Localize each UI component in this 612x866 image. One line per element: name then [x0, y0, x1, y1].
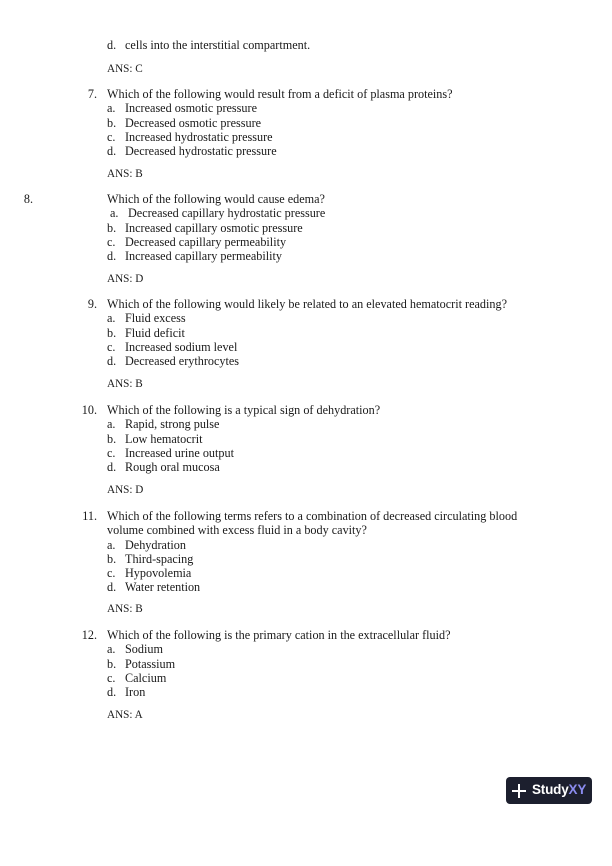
option-text: Rough oral mucosa: [125, 460, 220, 475]
option-text: cells into the interstitial compartment.: [125, 38, 311, 52]
option-d: [0, 249, 612, 263]
option-letter: c.: [107, 234, 116, 249]
answer-label: ANS: B: [107, 603, 143, 615]
option-text: Iron: [125, 685, 146, 700]
option-text: Third-spacing: [125, 551, 194, 566]
option-a: [0, 311, 612, 325]
option-a: [0, 538, 612, 552]
option-a: [0, 417, 612, 431]
option-text: Fluid excess: [125, 311, 186, 326]
prev-question-tail: [0, 38, 612, 75]
option-text: Sodium: [125, 642, 163, 657]
option-letter: a.: [107, 537, 116, 552]
option-b: [0, 657, 612, 671]
option-letter: b.: [107, 220, 117, 235]
option-c: [0, 671, 612, 685]
option-letter: b.: [107, 325, 117, 340]
option-letter: c.: [107, 445, 116, 460]
option-d: [0, 38, 612, 52]
option-a: [0, 206, 612, 220]
option-letter: c.: [107, 339, 116, 354]
option-d: [0, 685, 612, 699]
answer-label: ANS: A: [107, 709, 143, 721]
option-letter: d.: [107, 354, 117, 369]
option-text: Decreased hydrostatic pressure: [125, 144, 277, 159]
option-text: Increased capillary permeability: [125, 249, 283, 264]
option-letter: d.: [107, 460, 117, 475]
option-d: [0, 460, 612, 474]
option-letter: b.: [107, 115, 117, 130]
option-letter: a.: [107, 642, 116, 657]
option-letter: d.: [107, 685, 117, 700]
option-letter: c.: [107, 566, 116, 581]
question-text: Which of the following is the primary cation in the extracellular fluid?: [107, 628, 451, 642]
option-text: Potassium: [125, 656, 176, 671]
question-text: Which of the following would likely be related to an elevated hematocrit reading?: [107, 297, 508, 311]
option-text: Decreased capillary hydrostatic pressure: [128, 206, 326, 221]
option-b: [0, 116, 612, 130]
option-text: Calcium: [125, 670, 167, 685]
question-text: Which of the following would cause edema?: [107, 192, 325, 206]
option-text: Water retention: [125, 580, 201, 595]
option-a: [0, 101, 612, 115]
option-letter: d.: [107, 144, 117, 159]
option-text: Fluid deficit: [125, 325, 185, 340]
studyxy-logo[interactable]: [506, 777, 592, 804]
option-letter: c.: [107, 670, 116, 685]
option-d: [0, 580, 612, 594]
option-letter: b.: [107, 551, 117, 566]
option-text: Increased osmotic pressure: [125, 101, 257, 116]
brand-wordmark: StudyXY: [532, 782, 587, 798]
option-text: Rapid, strong pulse: [125, 417, 220, 432]
option-letter: d.: [107, 249, 117, 264]
question-number: 8.: [23, 192, 33, 206]
option-text: Increased urine output: [125, 445, 234, 460]
option-text: Low hematocrit: [125, 431, 203, 446]
option-letter: b.: [107, 431, 117, 446]
question-number: 11.: [82, 509, 97, 523]
question-number: 9.: [87, 297, 97, 311]
option-text: Decreased capillary permeability: [125, 234, 287, 249]
answer-label: ANS: D: [107, 484, 144, 496]
option-letter: d.: [107, 38, 117, 52]
option-letter: c.: [107, 129, 116, 144]
answer-label: ANS: B: [107, 378, 143, 390]
option-b: [0, 221, 612, 235]
option-text: Decreased erythrocytes: [125, 354, 240, 369]
plus-icon: [506, 777, 532, 804]
option-letter: a.: [107, 311, 116, 326]
option-text: Dehydration: [125, 537, 186, 552]
option-text: Increased capillary osmotic pressure: [125, 220, 303, 235]
option-c: [0, 446, 612, 460]
option-b: [0, 326, 612, 340]
option-letter: d.: [107, 580, 117, 595]
answer-label: ANS: D: [107, 273, 144, 285]
option-b: [0, 432, 612, 446]
question-number: 12.: [81, 628, 97, 642]
option-text: Hypovolemia: [125, 566, 192, 581]
option-a: [0, 642, 612, 656]
option-letter: a.: [110, 206, 119, 221]
option-text: Increased hydrostatic pressure: [125, 129, 273, 144]
option-text: Decreased osmotic pressure: [125, 115, 262, 130]
option-letter: a.: [107, 101, 116, 116]
question-text: Which of the following terms refers to a combination of decreased circulating blood volume combined with excess fluid in a body cavity?: [107, 509, 518, 538]
answer-label: ANS: B: [107, 168, 143, 180]
option-c: [0, 340, 612, 354]
option-d: [0, 354, 612, 368]
option-letter: a.: [107, 417, 116, 432]
option-text: Increased sodium level: [125, 339, 238, 354]
question-number: 10.: [81, 403, 97, 417]
question-text: Which of the following would result from a deficit of plasma proteins?: [107, 87, 453, 101]
option-c: [0, 235, 612, 249]
option-c: [0, 566, 612, 580]
question-number: 7.: [87, 87, 97, 101]
answer-label: ANS: C: [107, 63, 143, 75]
option-letter: b.: [107, 656, 117, 671]
question-text: Which of the following is a typical sign of dehydration?: [107, 403, 381, 417]
option-d: [0, 144, 612, 158]
option-b: [0, 552, 612, 566]
option-c: [0, 130, 612, 144]
